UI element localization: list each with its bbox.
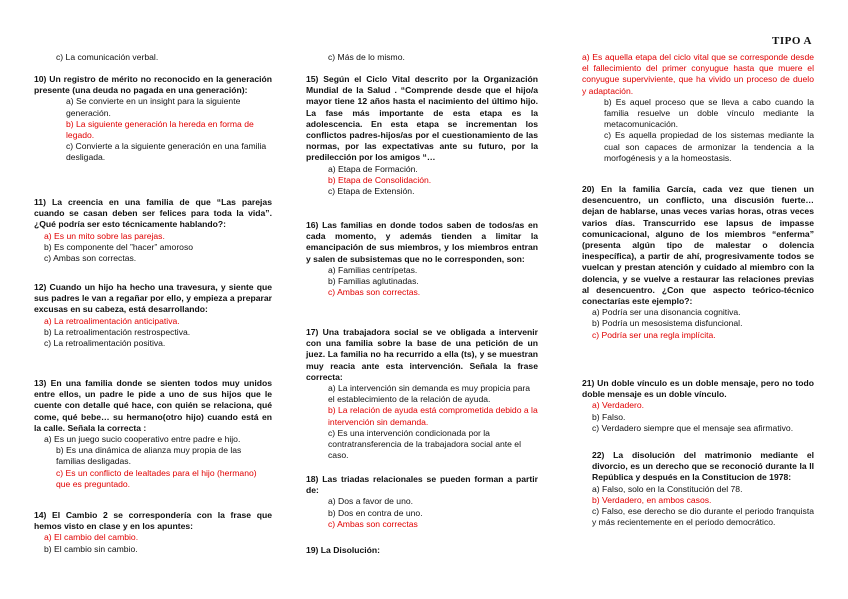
answer-option-c-correct: c) Ambas son correctas (328, 518, 418, 529)
answer-option-c-correct: c) Es un conflicto de lealtades para el hijo (hermano) que es preguntado. (56, 467, 257, 489)
answer-option-q9-c: c) La comunicación verbal. (56, 52, 159, 62)
answer-option-a-correct: a) Es aquella etapa del ciclo vital que se corresponde desde el fallecimiento del primer conyugue hasta que muere el conyugue superviviente, que ha vivido un proceso de duelo y adaptación. (582, 52, 814, 96)
answer-option-a-correct: a) Verdadero. (592, 400, 645, 411)
question-19-options (582, 52, 814, 164)
question-18-text: 18) Las triadas relacionales se pueden forman a partir de: (306, 474, 538, 496)
answer-option-a: a) La intervención sin demanda es muy propicia para el establecimiento de la relación de ayuda. (328, 383, 531, 405)
answer-option-a: a) Podría ser una disonancia cognitiva. (592, 307, 741, 318)
answer-option-a-correct: a) Es un mito sobre las parejas. (44, 230, 165, 241)
question-11 (34, 197, 272, 264)
answer-option-a: a) Etapa de Formación. (328, 163, 418, 174)
answer-option-b-correct: b) Verdadero, en ambos casos. (592, 494, 712, 505)
question-19-text: 19) La Disolución: (306, 545, 381, 555)
answer-option-b: b) Es aquel proceso que se lleva a cabo cuando la familia resuelve un doble vínculo mediante la metacomunicación. (604, 96, 814, 130)
answer-option-b: b) La retroalimentación restrospectiva. (44, 326, 191, 337)
question-21-text: 21) Un doble vínculo es un doble mensaje, pero no todo doble mensaje es un doble vínculo. (582, 378, 814, 400)
answer-option-c: c) Es aquella propiedad de los sistemas mediante la cual son capaces de armonizar la tendencia a la morfogénesis y a la homeostasis. (604, 130, 814, 163)
answer-option-a: a) Familias centrípetas. (328, 264, 418, 275)
answer-option-b: b) Es una dinámica de alianza muy propia de las familias desligadas. (56, 445, 242, 467)
answer-option-c: c) Convierte a la siguiente generación en una familia desligada. (66, 141, 267, 163)
question-14 (34, 510, 272, 555)
question-14-text: 14) El Cambio 2 se correspondería con la frase que hemos visto en clase y en los apuntes: (34, 510, 272, 532)
answer-option-c-correct: c) Ambas son correctas. (328, 287, 421, 298)
answer-option-c-correct: c) Podría ser una regla implícita. (592, 329, 716, 340)
question-20 (582, 184, 814, 341)
question-12 (34, 282, 272, 349)
question-16 (306, 220, 538, 298)
question-15 (306, 74, 538, 197)
question-10 (34, 74, 272, 164)
question-17-text: 17) Una trabajadora social se ve obligada a intervenir con una familia sobre la base de una petición de un juez. La familia no ha recurrido a ella (ts), y se muestran muy reacia ante esta intervención. Señala la frase correcta: (306, 327, 538, 382)
answer-option-a: a) Es un juego sucio cooperativo entre padre e hijo. (44, 434, 241, 445)
question-22 (582, 450, 814, 528)
answer-option-a: a) Se convierte en un insight para la siguiente generación. (66, 96, 241, 118)
question-22-text: 22) La disolución del matrimonio mediante el divorcio, es un derecho que se reconoció durante la II República y después en la Constitucion de 1978: (592, 450, 814, 483)
answer-option-c: c) La retroalimentación positiva. (44, 338, 166, 349)
question-15-text: 15) Según el Ciclo Vital descrito por la Organización Mundial de la Salud . “Comprende desde que el hijo/a mayor tiene 12 años hasta el nacimiento del último hijo. La fase más importante de esta etapa es la adolescencia. En esta etapa se incrementan los conflictos padres-hijos/as por el cuestionamiento de las normas, por las expectativas ante su futuro, por la predilección por los amigos “… (306, 74, 538, 163)
answer-option-b-correct: b) Etapa de Consolidación. (328, 174, 432, 185)
answer-option-b: b) Es componente del ”hacer” amoroso (44, 241, 194, 252)
question-12-text: 12) Cuando un hijo ha hecho una travesura, y siente que sus padres le van a regañar por ello, y empieza a preparar excusas en su cabeza, está desarrollando: (34, 282, 272, 315)
question-16-text: 16) Las familias en donde todos saben de todos/as en cada momento, y además tienden a limitar la emancipación de sus miembros, y los miembros entran y salen de subsistemas que no le corresponden, son: (306, 220, 538, 264)
question-17 (306, 327, 538, 461)
answer-option-b: b) Dos en contra de uno. (328, 507, 423, 518)
answer-option-b-correct: b) La siguiente generación la hereda en forma de legado. (66, 118, 254, 141)
answer-option-a: a) Dos a favor de uno. (328, 496, 414, 507)
question-13-text: 13) En una familia donde se sienten todos muy unidos entre ellos, un padre le pide a uno de sus hijos que le cuente con detalle qué hace, con quién se relaciona, qué come, qué bebe… su hermano(otro hijo) cuando está en la calle. Señala la correcta : (34, 378, 272, 433)
page-title: TIPO A (772, 35, 812, 47)
question-11-text: 11) La creencia en una familia de que “Las parejas cuando se casan deben ser felices para toda la vida”. ¿Qué podría ser esto técnicamente hablando?: (34, 197, 272, 230)
answer-option-b: b) Familias aglutinadas. (328, 276, 419, 287)
answer-option-q14-c: c) Más de lo mismo. (328, 52, 405, 62)
answer-option-c: c) Falso, ese derecho se dio durante el periodo franquista y más recientemente en el periodo democrático. (592, 506, 814, 528)
question-21 (582, 378, 814, 434)
answer-option-b: b) Falso. (592, 411, 626, 422)
answer-option-b-correct: b) La relación de ayuda está comprometida debido a la intervención sin demanda. (328, 405, 538, 427)
answer-option-a: a) Falso, solo en la Constitución del 78. (592, 483, 743, 494)
answer-option-c: c) Etapa de Extensión. (328, 186, 415, 197)
answer-option-c: c) Es una intervención condicionada por la contratransferencia de la trabajadora social ante el caso. (328, 427, 521, 461)
question-18 (306, 474, 538, 530)
question-20-text: 20) En la familia García, cada vez que tienen un desencuentro, un conflicto, una discusión fuerte… dejan de hablarse, unas veces varias horas, otras veces varios días. Transcurrido ese lapsus de impasse comunicacional, alguno de los miembros “enferma” (presenta algún tipo de malestar o dolencia inespecífica), a partir de ahí, progresivamente todos se vuelcan y prestan atención y cuidado al miembro con la dolencia, y se vuelve a restaurar las relaciones previas al desencuentro. ¿Con que aspecto teórico-técnico conectarías este ejemplo?: (582, 184, 814, 307)
answer-option-c: c) Ambas son correctas. (44, 253, 137, 264)
answer-option-b: b) El cambio sin cambio. (44, 543, 138, 554)
answer-option-b: b) Podría un mesosistema disfuncional. (592, 318, 743, 329)
answer-option-a-correct: a) La retroalimentación anticipativa. (44, 315, 180, 326)
question-10-text: 10) Un registro de mérito no reconocido en la generación presente (una deuda no pagada en una generación): (34, 74, 272, 96)
question-13 (34, 378, 272, 490)
answer-option-c: c) Verdadero siempre que el mensaje sea afirmativo. (592, 422, 794, 433)
answer-option-a-correct: a) El cambio del cambio. (44, 532, 139, 543)
